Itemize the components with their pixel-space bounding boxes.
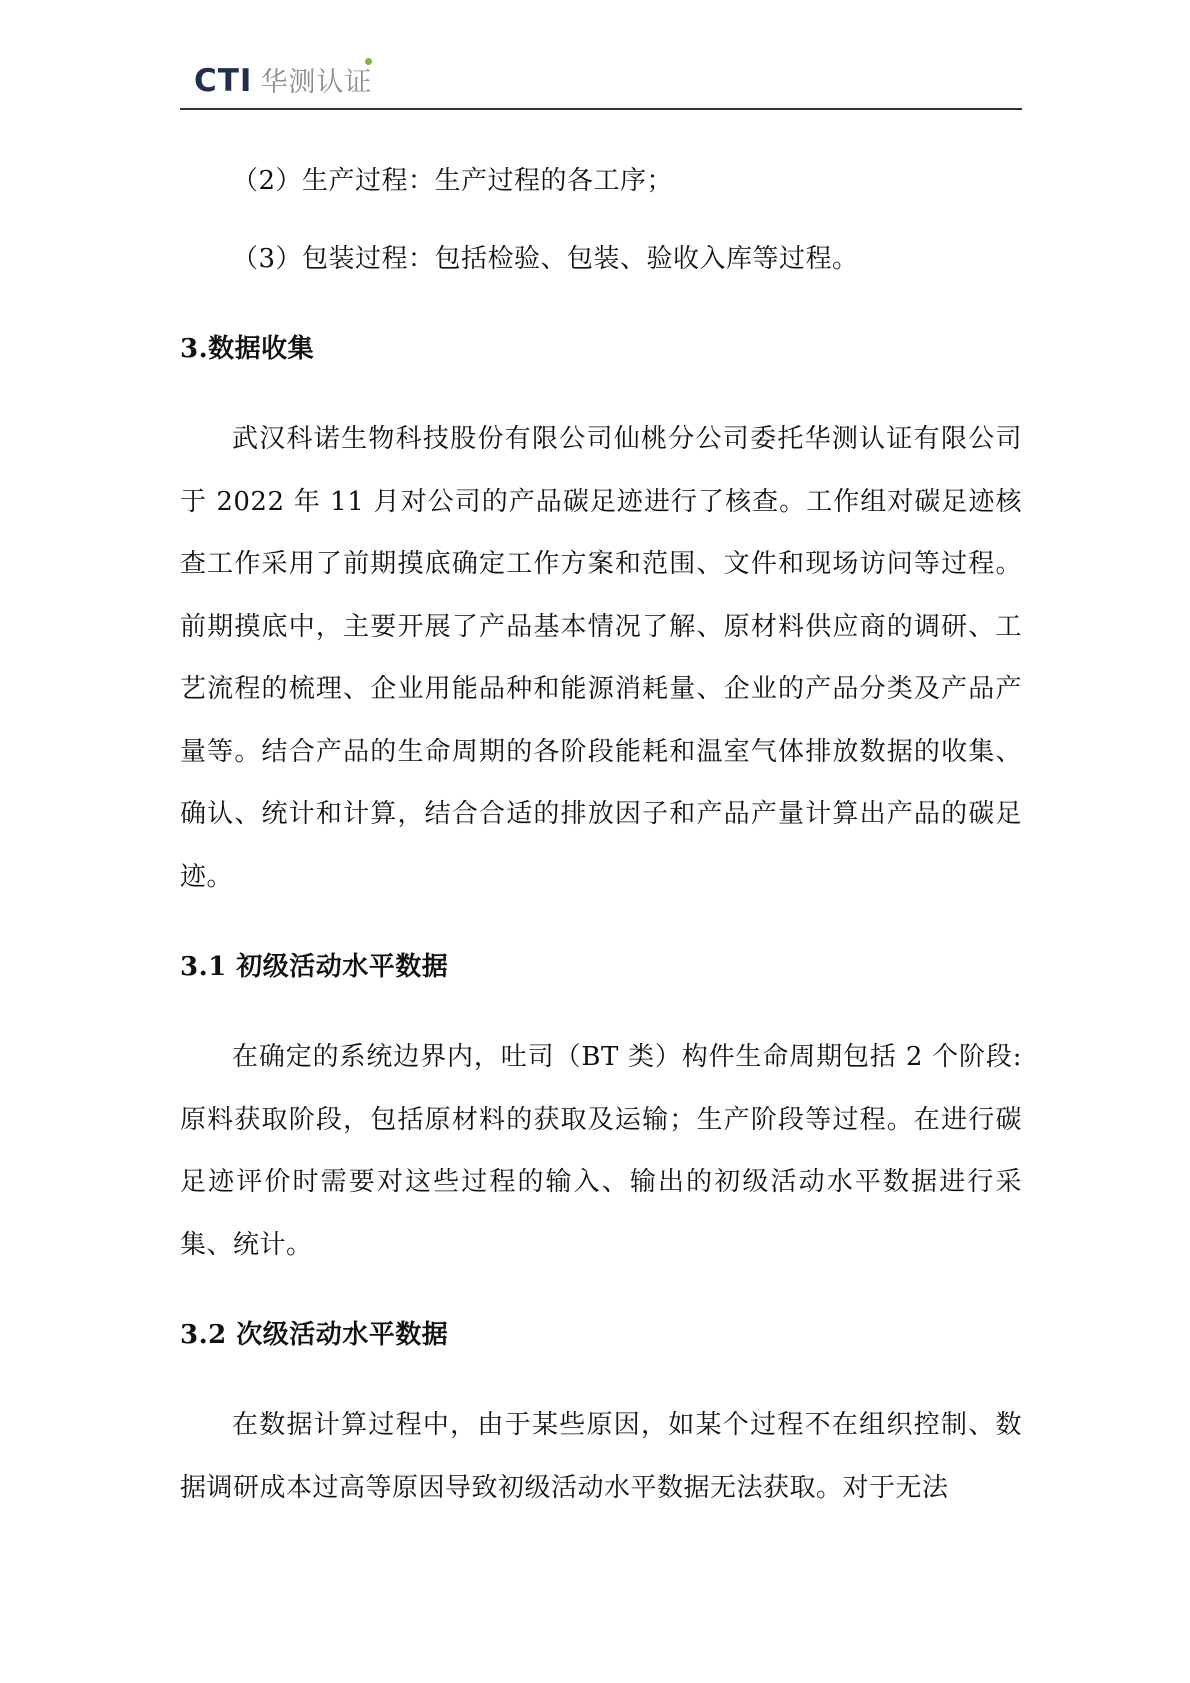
header-divider [180, 108, 1022, 110]
logo-cn-text: 华测认证 [260, 67, 373, 98]
paragraph-secondary-data: 在数据计算过程中，由于某些原因，如某个过程不在组织控制、数据调研成本过高等原因导致初级活动水平数据无法获取。对于无法 [180, 1410, 1022, 1503]
list-item-packaging: （3）包装过程：包括检验、包装、验收入库等过程。 [232, 244, 859, 274]
paragraph-primary-data: 在确定的系统边界内，吐司（BT 类）构件生命周期包括 2 个阶段: 原料获取阶段，包括原材料的获取及运输；生产阶段等过程。在进行碳足迹评价时需要对这些过程的输入、输出的初级活动水平数据进行采集、统计。 [180, 1042, 1022, 1260]
logo-cti-text: CTI [194, 63, 253, 99]
company-logo [194, 60, 372, 99]
section-heading-data-collection: 3.数据收集 [180, 334, 315, 364]
document-body [180, 150, 1022, 1519]
section-heading-primary-data: 3.1 初级活动水平数据 [180, 952, 449, 982]
section-heading-secondary-data: 3.2 次级活动水平数据 [180, 1320, 449, 1350]
page-header [180, 52, 1022, 108]
paragraph-data-collection: 武汉科诺生物科技股份有限公司仙桃分公司委托华测认证有限公司于 2022 年 11 月对公司的产品碳足迹进行了核查。工作组对碳足迹核查工作采用了前期摸底确定工作方案和范围、文件和现场访问等过程。前期摸底中，主要开展了产品基本情况了解、原材料供应商的调研、工艺流程的梳理、企业用能品种和能源消耗量、企业的产品分类及产品产量等。结合产品的生命周期的各阶段能耗和温室气体排放数据的收集、确认、统计和计算，结合合适的排放因子和产品产量计算出产品的碳足迹。 [180, 424, 1022, 892]
list-item-production: （2）生产过程：生产过程的各工序； [232, 166, 674, 196]
